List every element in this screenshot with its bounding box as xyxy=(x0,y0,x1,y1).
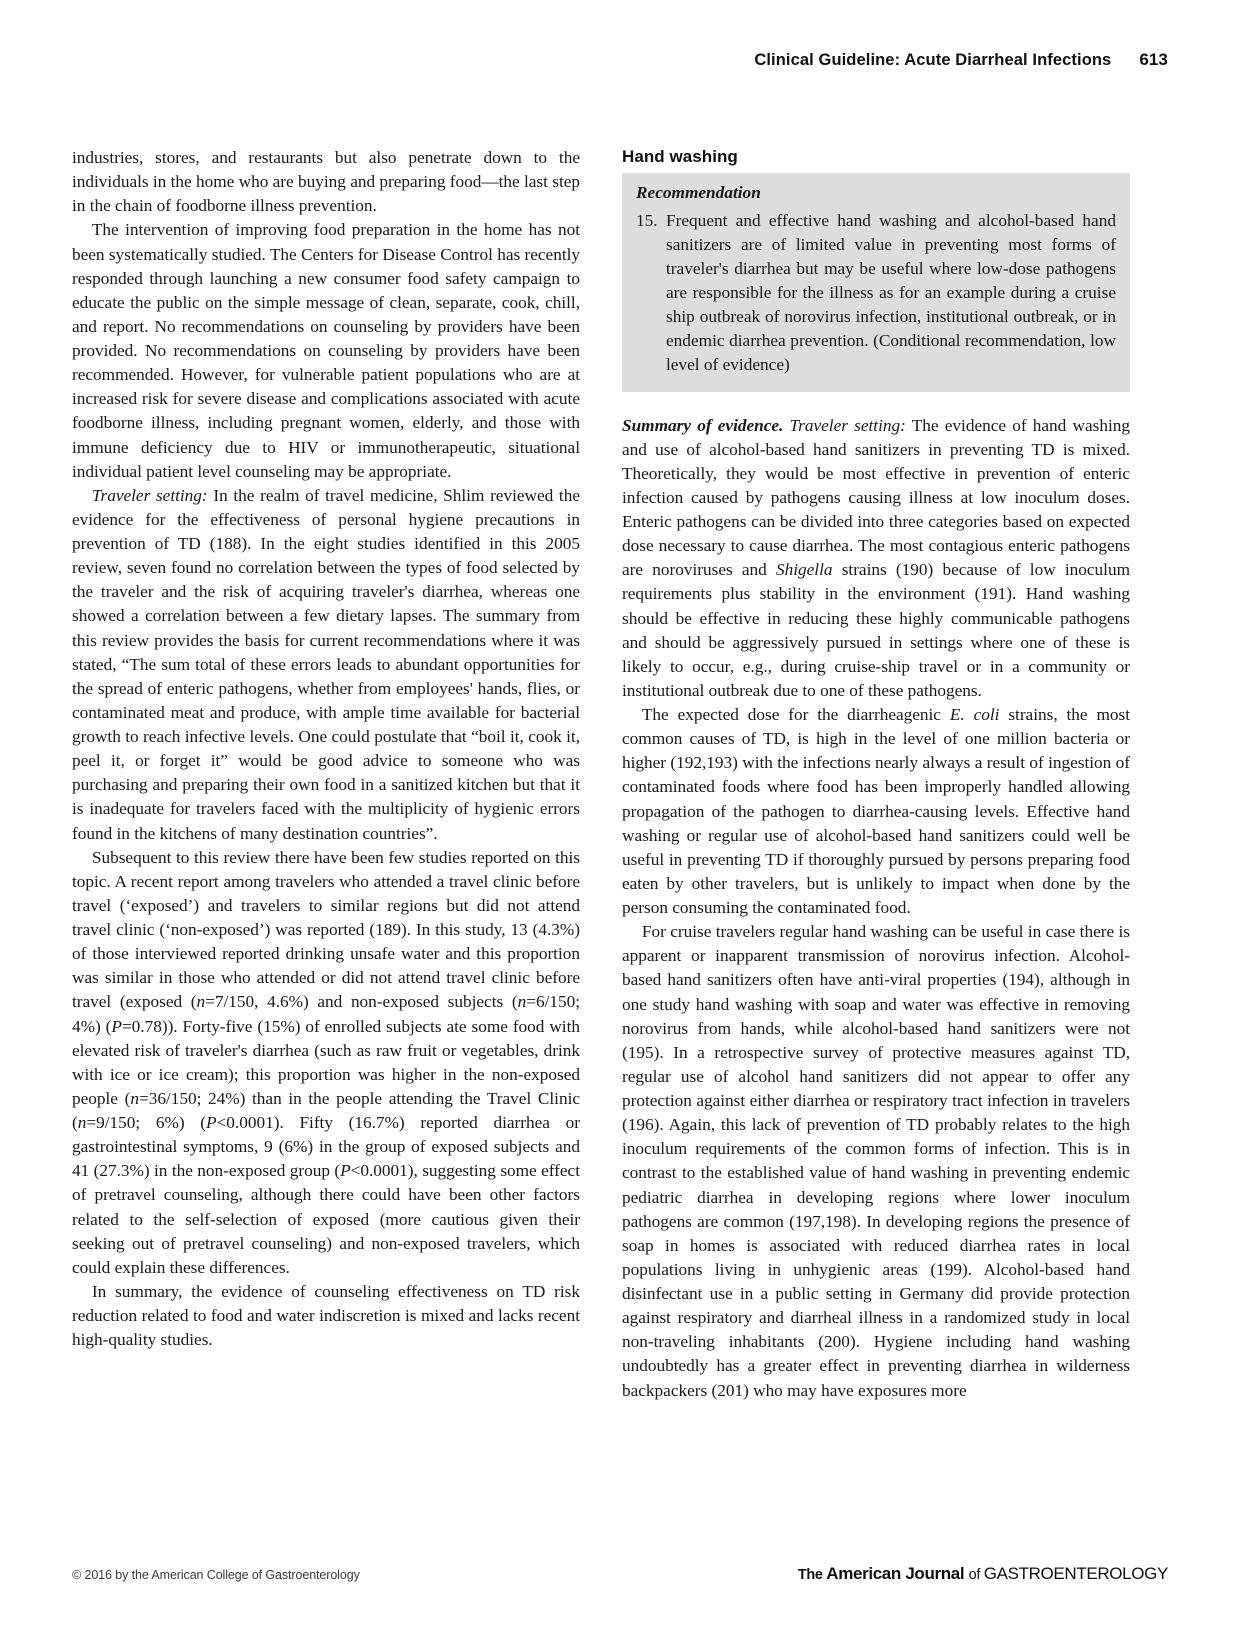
n-symbol: n xyxy=(130,1088,139,1108)
journal-american-journal: American Journal xyxy=(826,1564,969,1583)
copyright-notice: © 2016 by the American College of Gastroenterology xyxy=(72,1568,360,1582)
page-body xyxy=(72,146,1168,1476)
paragraph-continuation: industries, stores, and restaurants but also penetrate down to the individuals in the home who are buying and preparing food—the last step in the chain of foodborne illness prevention. xyxy=(72,148,580,216)
ecoli-head: The expected dose for the diarrheagenic xyxy=(641,705,950,725)
right-column xyxy=(622,146,1130,1476)
paragraph-summary: In summary, the evidence of counseling effectiveness on TD risk reduction related to food and water indiscretion is mixed and lacks recent high-quality studies. xyxy=(72,1281,580,1350)
left-column xyxy=(72,146,580,1476)
recommendation-box-title: Recommendation xyxy=(636,183,761,203)
p-symbol: P xyxy=(206,1113,217,1132)
recommendation-item xyxy=(636,209,1116,378)
summary-tail: strains (190) because of low inoculum requirements plus stability in the environment (191). Hand washing should be effective in reducing these highly communicable pathogens and should be aggressively pursued in settings where one of these is likely to occur, e.g., during cruise-ship travel or in a community or institutional outbreak due to one of these pathogens. xyxy=(622,560,1130,700)
journal-the: The xyxy=(797,1567,827,1583)
section-heading-hand-washing: Hand washing xyxy=(622,147,738,166)
traveler-setting-body: In the realm of travel medicine, Shlim reviewed the evidence for the effectiveness of personal hygiene precautions in prevention of TD (188). In the eight studies identified in this 2005 review, seven found no correlation between the types of food selected by the traveler and the risk of acquiring traveler's diarrhea, whereas one showed a correlation between a few dietary lapses. The summary from this review provides the basis for current recommendations where it was stated, “The sum total of these errors leads to abundant opportunities for the spread of enteric pathogens, whether from employees' hands, flies, or contaminated meat and produce, with ample time available for bacterial growth to reach infective levels. One could postulate that “boil it, cook it, peel it, or forget it” would be good advice to someone who was purchasing and preparing their own food in a sanitized kitchen but that it is inadequate for travelers faced with the multiplicity of hygienic errors found in the kitchens of many destination countries”. xyxy=(72,485,580,843)
recommendation-text: Frequent and effective hand washing and alcohol-based hand sanitizers are of limited value in preventing most forms of traveler's diarrhea but may be useful where low-dose pathogens are responsible for the illness as for an example during a cruise ship outbreak of norovirus infection, institutional outbreak, or in endemic diarrhea prevention. (Conditional recommendation, low level of evidence) xyxy=(666,210,1116,375)
stats-part-4: =36/150; 24%) than in the people attending the Travel Clinic ( xyxy=(72,1088,581,1132)
ecoli-tail: strains, the most common causes of TD, is high in the level of one million bacteria or higher (192,193) with the infections nearly always a result of ingestion of contaminated foods where food has been improperly handled allowing propagation of the pathogen to diarrhea-causing levels. Effective hand washing or regular use of alcohol-based hand sanitizers could well be useful in preventing TD if thoroughly pursued by persons preparing food eaten by other travelers, but is unlikely to impact when done by the person consuming the contaminated food. xyxy=(622,705,1130,918)
stats-part-2: =6/150; 4%) ( xyxy=(72,992,580,1036)
stats-part-3: =0.78)). Forty-five (15%) of enrolled subjects ate some food with elevated risk of traveler's diarrhea (such as raw fruit or vegetables, drink with ice or ice cream); this proportion was higher in the non-exposed people ( xyxy=(72,1016,580,1108)
traveler-setting-label: Traveler setting: xyxy=(789,415,906,435)
running-head-title: Clinical Guideline: Acute Diarrheal Infections xyxy=(754,51,1112,69)
p-symbol: P xyxy=(111,1016,122,1036)
paragraph-traveler-setting xyxy=(72,484,580,846)
n-symbol: n xyxy=(517,992,527,1012)
n-symbol: n xyxy=(77,1113,87,1132)
p-symbol: P xyxy=(340,1161,351,1181)
stats-part-5: =9/150; 6%) ( xyxy=(86,1113,207,1132)
paragraph-summary-of-evidence xyxy=(622,414,1130,704)
paragraph-food-preparation: The intervention of improving food preparation in the home has not been systematically studied. The Centers for Disease Control has recently responded through launching a new consumer food safety campaign to educate the public on the simple message of clean, separate, cook, chill, and report. No recommendations on counseling by providers have been provided. No recommendations on counseling by providers have been recommended. However, for vulnerable patient populations who are at increased risk for severe disease and complications associated with acute foodborne illness, including pregnant women, elderly, and those with immune deficiency due to HIV or immunotherapeutic, situational individual patient level counseling may be appropriate. xyxy=(72,220,580,481)
ecoli-italic: E. coli xyxy=(949,705,1000,725)
paragraph-subsequent-studies xyxy=(72,846,580,1280)
running-head xyxy=(72,50,1168,70)
n-symbol: n xyxy=(196,992,206,1012)
journal-gastroenterology: GASTROENTEROLOGY xyxy=(983,1564,1168,1583)
page-footer xyxy=(72,1564,1168,1584)
traveler-setting-label: Traveler setting: xyxy=(91,485,208,505)
stats-part-6: <0.0001). Fifty (16.7%) reported diarrhea or gastrointestinal symptoms, 9 (6%) in the group of exposed subjects and 41 (27.3%) in the non-exposed group ( xyxy=(72,1113,580,1181)
subsequent-studies-head: Subsequent to this review there have been few studies reported on this topic. A recent report among travelers who attended a travel clinic before travel (‘exposed’) and travelers to similar regions but did not attend travel clinic (‘non-exposed’) was reported (189). In this study, 13 (4.3%) of those interviewed reported drinking unsafe water and this proportion was similar in those who attended or did not attend travel clinic before travel (exposed ( xyxy=(72,847,580,1012)
shigella-italic: Shigella xyxy=(776,560,833,580)
paragraph-ecoli-dose xyxy=(622,703,1130,920)
recommendation-box xyxy=(622,173,1130,391)
summary-of-evidence-label: Summary of evidence. xyxy=(622,415,784,435)
recommendation-number: 15. xyxy=(636,210,658,230)
paragraph-cruise-travelers: For cruise travelers regular hand washing can be useful in case there is apparent or inapparent transmission of norovirus infection. Alcohol-based hand sanitizers often have anti-viral properties (194), although in one study hand washing with soap and water was effective in removing norovirus from hands, while alcohol-based hand sanitizers were not (195). In a retrospective survey of protective measures against TD, regular use of alcohol hand sanitizers did not appear to offer any protection against either diarrhea or respiratory tract infection in travelers (196). Again, this lack of prevention of TD probably relates to the high inoculum requirements of the common forms of infection. This is in contrast to the established value of hand washing in preventing endemic pediatric diarrhea in developing regions where lower inoculum pathogens are common (197,198). In developing regions the presence of soap in homes is associated with reduced diarrhea rates in local populations living in unhygienic areas (199). Alcohol-based hand disinfectant use in a public setting in Germany did provide protection against respiratory and diarrheal illness in a randomized study in local non-traveling inhabitants (200). Hygiene including hand washing undoubtedly has a greater effect in preventing diarrhea in wilderness backpackers (201) who may have exposures more xyxy=(622,922,1130,1400)
summary-body: The evidence of hand washing and use of alcohol-based hand sanitizers in preventing TD is mixed. Theoretically, they would be most effective in prevention of enteric infection caused by pathogens causing illness at low inoculum doses. Enteric pathogens can be divided into three categories based on expected dose necessary to cause diarrhea. The most contagious enteric pathogens are noroviruses and xyxy=(622,415,1130,580)
page-number: 613 xyxy=(1139,50,1168,69)
journal-name xyxy=(798,1564,1168,1584)
stats-part-7: <0.0001), suggesting some effect of pretravel counseling, although there could have been other factors related to the self-selection of exposed (more cautious given their seeking out of pretravel counseling) and non-exposed travelers, which could explain these differences. xyxy=(72,1161,580,1277)
stats-part-1: =7/150, 4.6%) and non-exposed subjects ( xyxy=(205,992,518,1012)
journal-of: of xyxy=(968,1567,984,1583)
